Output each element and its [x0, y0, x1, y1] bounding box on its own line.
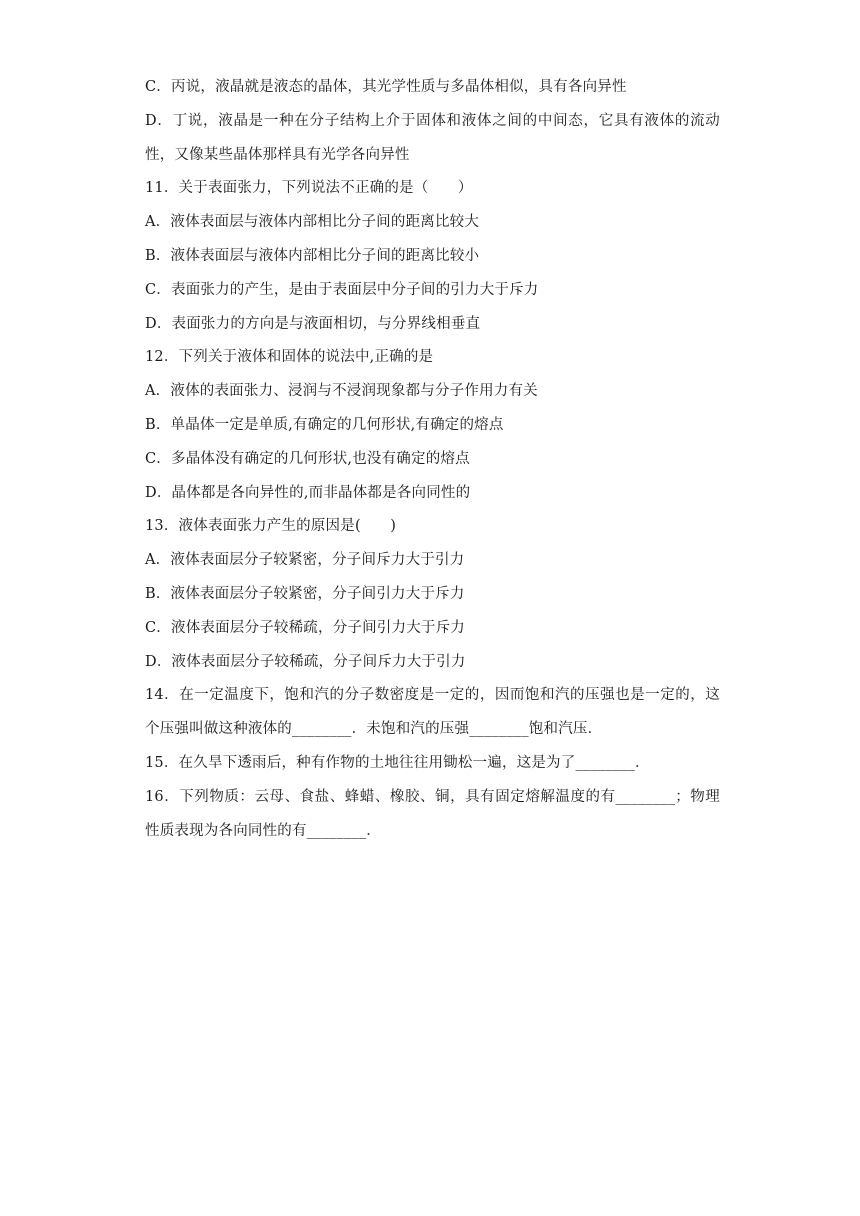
option-d-line: D．丁说，液晶是一种在分子结构上介于固体和液体之间的中间态，它具有液体的流动 [145, 112, 720, 129]
question-11-option-a: A．液体表面层与液体内部相比分子间的距离比较大 [145, 214, 480, 231]
question-13-stem: 13．液体表面张力产生的原因是( ) [145, 518, 397, 535]
question-13-option-d: D．液体表面层分子较稀疏，分子间斥力大于引力 [145, 653, 466, 670]
question-11-option-b: B．液体表面层与液体内部相比分子间的距离比较小 [145, 247, 480, 264]
question-12-stem: 12．下列关于液体和固体的说法中,正确的是 [145, 349, 434, 366]
question-13-option-b: B．液体表面层分子较紧密，分子间引力大于斥力 [145, 585, 465, 602]
question-11-option-d: D．表面张力的方向是与液面相切，与分界线相垂直 [145, 315, 481, 332]
question-13-option-c: C．液体表面层分子较稀疏，分子间引力大于斥力 [145, 619, 465, 636]
question-11-option-c: C．表面张力的产生，是由于表面层中分子间的引力大于斥力 [145, 281, 539, 298]
question-14-stem: 14．在一定温度下，饱和汽的分子数密度是一定的，因而饱和汽的压强也是一定的，这 [145, 687, 720, 704]
option-c-line: C．丙说，液晶就是液态的晶体，其光学性质与多晶体相似，具有各向异性 [145, 79, 627, 95]
option-d-continuation: 性，又像某些晶体那样具有光学各向异性 [145, 146, 410, 163]
question-12-option-b: B．单晶体一定是单质,有确定的几何形状,有确定的熔点 [145, 416, 504, 433]
question-12-option-d: D．晶体都是各向异性的,而非晶体都是各向同性的 [145, 484, 471, 501]
question-13-option-a: A．液体表面层分子较紧密，分子间斥力大于引力 [145, 552, 465, 569]
question-11-stem: 11．关于表面张力，下列说法不正确的是（ ） [145, 180, 473, 197]
question-12-option-c: C．多晶体没有确定的几何形状,也没有确定的熔点 [145, 450, 470, 467]
question-16-stem: 16．下列物质：云母、食盐、蜂蜡、橡胶、铜，具有固定熔解温度的有________；物理 [145, 788, 720, 805]
question-12-option-a: A．液体的表面张力、浸润与不浸润现象都与分子作用力有关 [145, 383, 538, 400]
question-14-continuation: 个压强叫做这种液体的________．未饱和汽的压强________饱和汽压． [145, 721, 603, 738]
question-16-continuation: 性质表现为各向同性的有________． [145, 822, 381, 839]
question-15-stem: 15．在久旱下透雨后，种有作物的土地往往用锄松一遍，这是为了________． [145, 754, 650, 771]
question-text-block [145, 71, 720, 848]
